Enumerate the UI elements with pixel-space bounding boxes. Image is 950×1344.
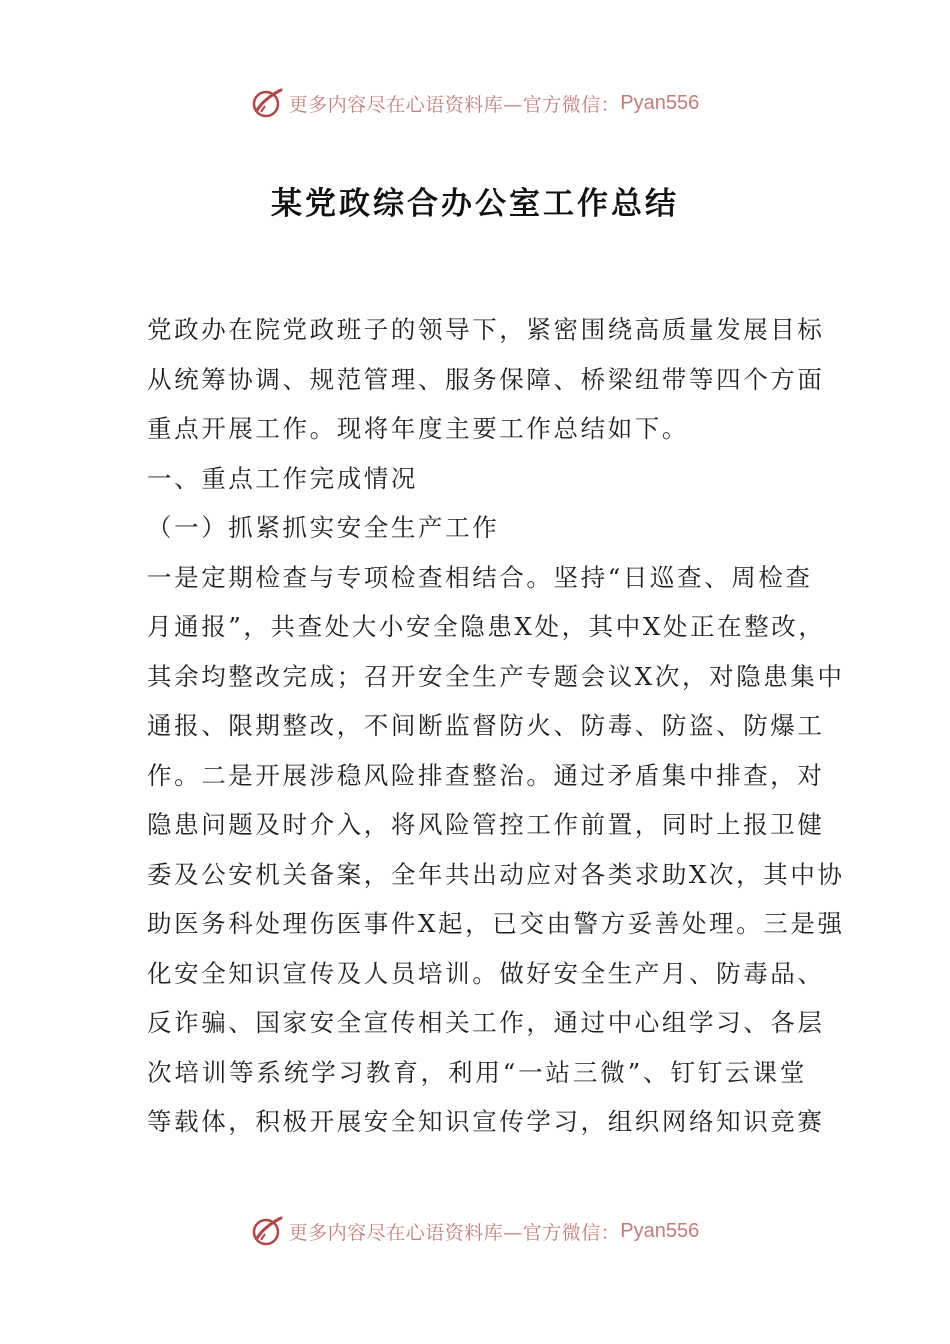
- pen-logo-icon: [251, 86, 285, 120]
- header-banner: [0, 83, 950, 123]
- body-line: 化安全知识宣传及人员培训。做好安全生产月、防毒品、: [147, 958, 825, 988]
- footer-banner-text: 更多内容尽在心语资料库—官方微信：: [288, 1221, 621, 1244]
- document-title: 某党政综合办公室工作总结: [271, 186, 679, 222]
- subsection-heading: （一）抓紧抓实安全生产工作: [147, 513, 500, 542]
- body-line: 月通报”，共查处大小安全隐患X处，其中X处正在整改，: [147, 612, 826, 641]
- section-heading: 一、重点工作完成情况: [147, 463, 418, 493]
- header-banner-text: 更多内容尽在心语资料库—官方微信：: [288, 93, 621, 116]
- body-line: 助医务科处理伤医事件X起，已交由警方妥善处理。三是强: [147, 909, 845, 938]
- body-line: 从统筹协调、规范管理、服务保障、桥梁纽带等四个方面: [147, 364, 825, 394]
- body-line: 隐患问题及时介入，将风险管控工作前置，同时上报卫健: [147, 810, 825, 839]
- body-line: 作。二是开展涉稳风险排查整治。通过矛盾集中排查，对: [147, 760, 825, 790]
- body-line: 等载体，积极开展安全知识宣传学习，组织网络知识竞赛: [147, 1107, 825, 1136]
- body-line: 反诈骗、国家安全宣传相关工作，通过中心组学习、各层: [147, 1008, 825, 1037]
- header-wechat-id: Pyan556: [620, 91, 700, 114]
- body-line: 通报、限期整改，不间断监督防火、防毒、防盗、防爆工: [147, 711, 825, 740]
- pen-logo-icon: [251, 1214, 285, 1248]
- body-line: 其余均整改完成；召开安全生产专题会议X次，对隐患集中: [147, 661, 845, 691]
- document-body: [147, 305, 845, 1147]
- body-line: 委及公安机关备案，全年共出动应对各类求助X次，其中协: [147, 859, 845, 889]
- footer-wechat-id: Pyan556: [620, 1219, 700, 1242]
- body-line: 重点开展工作。现将年度主要工作总结如下。: [147, 414, 689, 443]
- body-line: 次培训等系统学习教育，利用“一站三微”、钉钉云课堂: [147, 1057, 807, 1087]
- body-line: 一是定期检查与专项检查相结合。坚持“日巡查、周检查: [147, 562, 813, 592]
- body-line: 党政办在院党政班子的领导下，紧密围绕高质量发展目标: [147, 315, 825, 344]
- footer-banner: [0, 1211, 950, 1251]
